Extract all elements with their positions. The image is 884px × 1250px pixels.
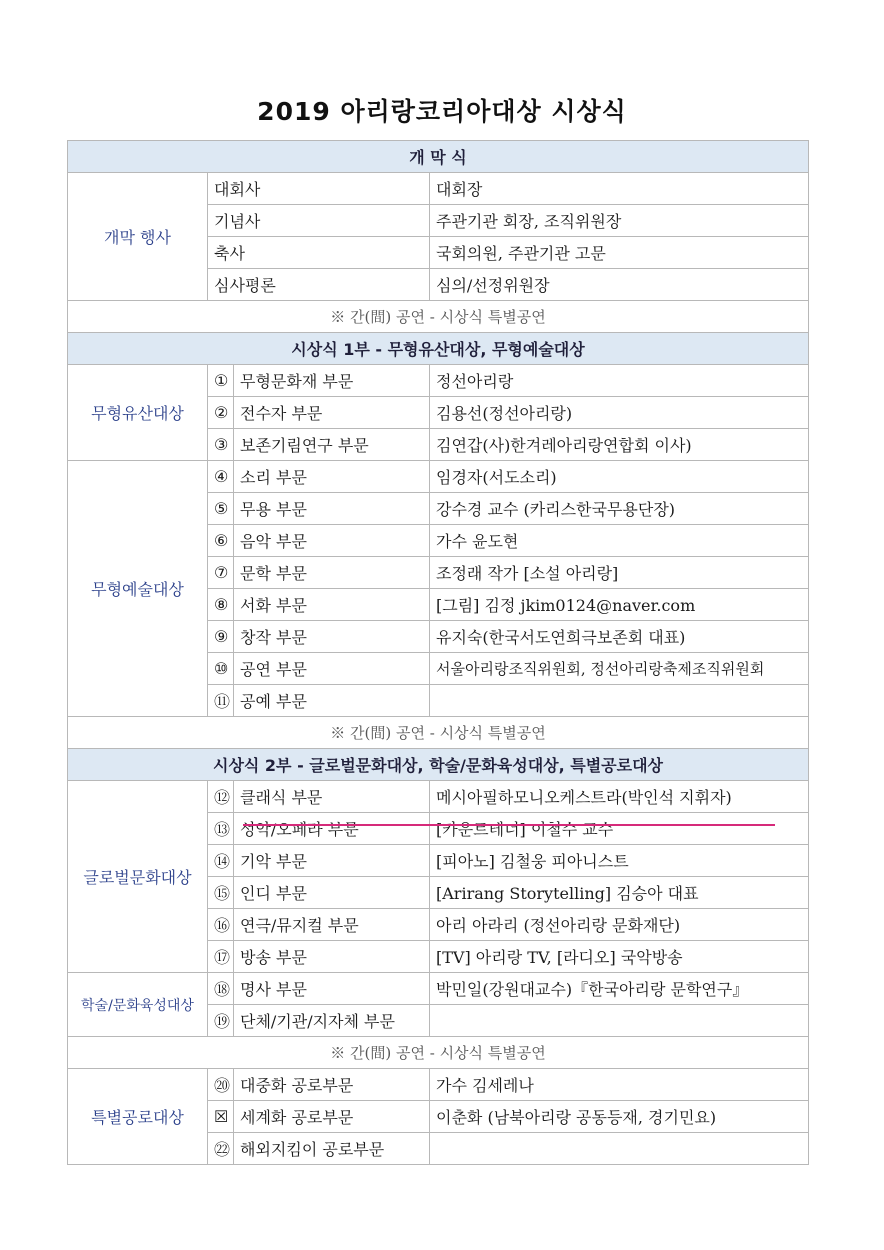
award-section: 연극/뮤지컬 부문 [234,909,430,941]
award-winner: 아리 아라리 (정선아리랑 문화재단) [430,909,809,941]
award-winner: 정선아리랑 [430,365,809,397]
award-section: 클래식 부문 [234,781,430,813]
award-section: 소리 부문 [234,461,430,493]
award-section: 공연 부문 [234,653,430,685]
presenter-cell: 대회장 [430,173,809,205]
award-number: ⑩ [208,653,234,685]
award-number: ⑳ [208,1069,234,1101]
award-number: ⑪ [208,685,234,717]
award-section: 무형문화재 부문 [234,365,430,397]
award-number: ⑭ [208,845,234,877]
award-number: ④ [208,461,234,493]
award-number: ⑮ [208,877,234,909]
part1-header: 시상식 1부 - 무형유산대상, 무형예술대상 [68,333,809,365]
category-cell: 학술/문화육성대상 [68,973,208,1037]
table-row [68,781,809,813]
award-winner: [그림] 김정 jkim0124@naver.com [430,589,809,621]
award-number: ② [208,397,234,429]
award-section: 창작 부문 [234,621,430,653]
award-winner: [피아노] 김철웅 피아니스트 [430,845,809,877]
table-row [68,461,809,493]
award-section: 문학 부문 [234,557,430,589]
award-winner: 유지숙(한국서도연희극보존회 대표) [430,621,809,653]
presenter-cell: 주관기관 회장, 조직위원장 [430,205,809,237]
table-row [68,973,809,1005]
award-winner [430,1005,809,1037]
category-cell: 개막 행사 [68,173,208,301]
presenter-cell: 심의/선정위원장 [430,269,809,301]
award-winner: 이춘화 (남북아리랑 공동등재, 경기민요) [430,1101,809,1133]
award-section: 보존기림연구 부문 [234,429,430,461]
award-winner: 임경자(서도소리) [430,461,809,493]
award-number: ⑧ [208,589,234,621]
award-number: ⑤ [208,493,234,525]
part1-header-row [68,333,809,365]
award-number: ⑬ [208,813,234,845]
award-number: ⑱ [208,973,234,1005]
category-cell: 글로벌문화대상 [68,781,208,973]
category-cell: 특별공로대상 [68,1069,208,1165]
award-winner [430,685,809,717]
award-winner: 김용선(정선아리랑) [430,397,809,429]
category-cell: 무형예술대상 [68,461,208,717]
table-row [68,365,809,397]
award-section: 음악 부문 [234,525,430,557]
award-winner: 서울아리랑조직위원회, 정선아리랑축제조직위원회 [430,653,809,685]
award-winner: 강수경 교수 (카리스한국무용단장) [430,493,809,525]
program-item: 대회사 [208,173,430,205]
award-number: ⑯ [208,909,234,941]
award-section: 무용 부문 [234,493,430,525]
award-winner: 조정래 작가 [소설 아리랑] [430,557,809,589]
part2-header: 시상식 2부 - 글로벌문화대상, 학술/문화육성대상, 특별공로대상 [68,749,809,781]
award-winner: [TV] 아리랑 TV, [라디오] 국악방송 [430,941,809,973]
award-number: ⑫ [208,781,234,813]
page-title: 2019 아리랑코리아대상 시상식 [257,97,627,126]
award-winner: 가수 윤도현 [430,525,809,557]
opening-header-row [68,141,809,173]
award-section: 단체/기관/지자체 부문 [234,1005,430,1037]
award-winner: 김연갑(사)한겨레아리랑연합회 이사) [430,429,809,461]
award-section: 명사 부문 [234,973,430,1005]
program-item: 축사 [208,237,430,269]
part2-header-row [68,749,809,781]
award-number: ⑦ [208,557,234,589]
award-number: ☒ [208,1101,234,1133]
award-section: 세계화 공로부문 [234,1101,430,1133]
award-section: 해외지킴이 공로부문 [234,1133,430,1165]
award-winner: 가수 김세레나 [430,1069,809,1101]
award-number: ㉒ [208,1133,234,1165]
award-section: 기악 부문 [234,845,430,877]
award-number: ⑥ [208,525,234,557]
award-section: 공예 부문 [234,685,430,717]
presenter-cell: 국회의원, 주관기관 고문 [430,237,809,269]
interlude-note: ※ 간(間) 공연 - 시상식 특별공연 [68,1037,809,1069]
interlude-row [68,717,809,749]
interlude-note: ※ 간(間) 공연 - 시상식 특별공연 [68,301,809,333]
award-winner: [카운트테너] 이철수 교수 [430,813,809,845]
table-row [68,173,809,205]
interlude-row [68,301,809,333]
award-number: ⑨ [208,621,234,653]
award-section: 대중화 공로부문 [234,1069,430,1101]
ceremony-program-table [67,140,809,1165]
interlude-row [68,1037,809,1069]
award-winner [430,1133,809,1165]
award-number: ⑲ [208,1005,234,1037]
award-section: 전수자 부문 [234,397,430,429]
award-winner: [Arirang Storytelling] 김승아 대표 [430,877,809,909]
award-section: 방송 부문 [234,941,430,973]
opening-header: 개 막 식 [68,141,809,173]
category-cell: 무형유산대상 [68,365,208,461]
program-item: 심사평론 [208,269,430,301]
interlude-note: ※ 간(間) 공연 - 시상식 특별공연 [68,717,809,749]
award-number: ③ [208,429,234,461]
award-number: ⑰ [208,941,234,973]
highlight-underline [243,824,775,826]
table-row [68,1069,809,1101]
award-section: 성악/오페라 부문 [234,813,430,845]
program-item: 기념사 [208,205,430,237]
award-number: ① [208,365,234,397]
award-section: 인디 부문 [234,877,430,909]
award-winner: 메시아필하모니오케스트라(박인석 지휘자) [430,781,809,813]
award-section: 서화 부문 [234,589,430,621]
award-winner: 박민일(강원대교수)『한국아리랑 문학연구』 [430,973,809,1005]
